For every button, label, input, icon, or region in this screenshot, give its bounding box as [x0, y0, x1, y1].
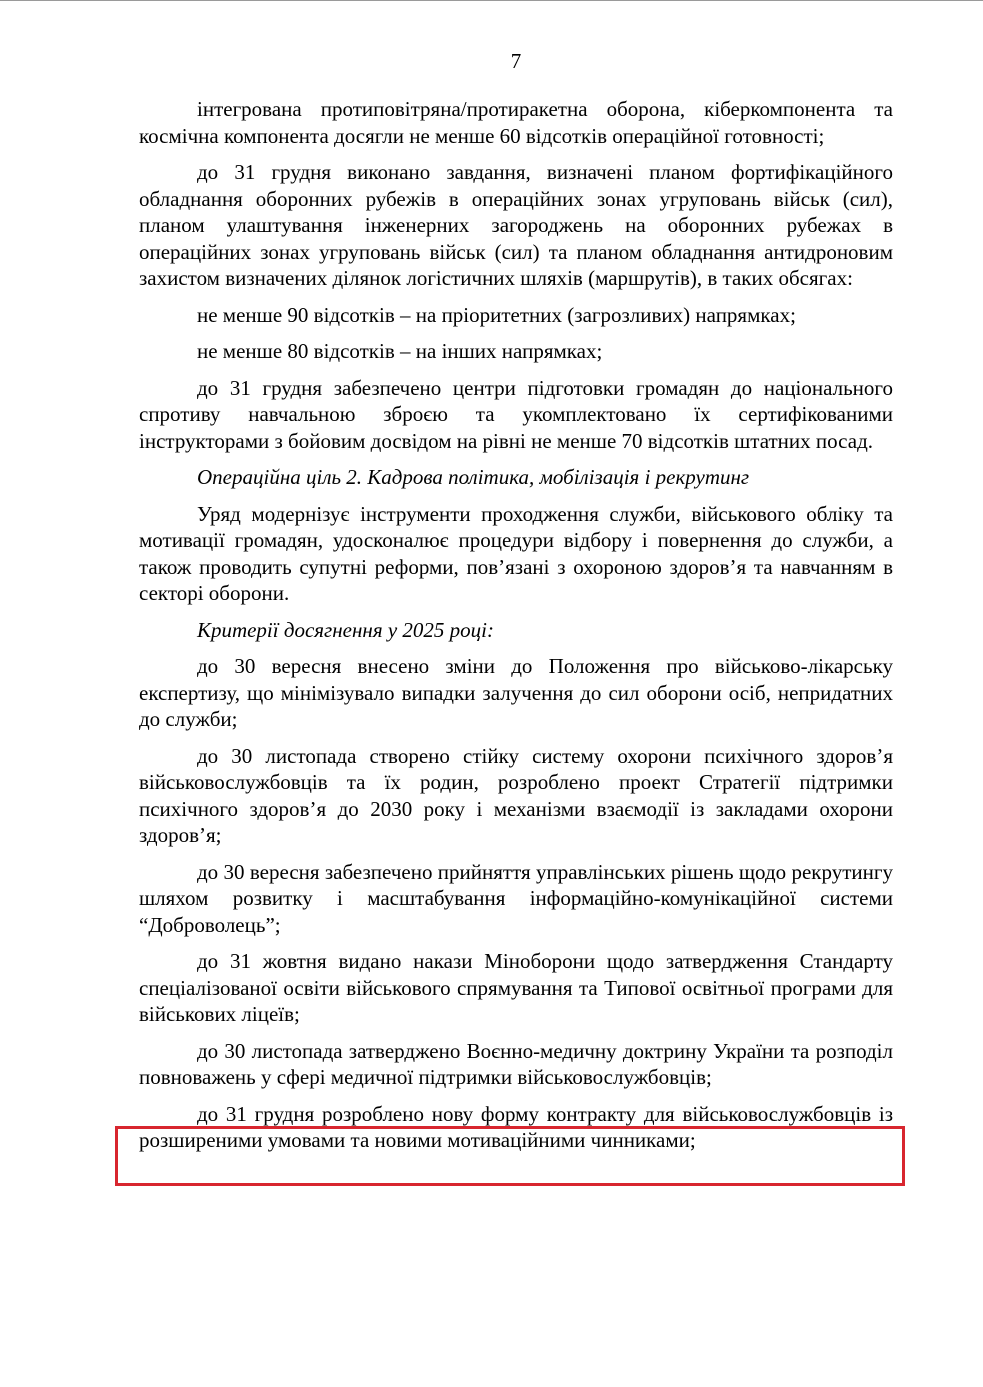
paragraph-training-centers: до 31 грудня забезпечено центри підготовки громадян до національного спротиву навчальною зброєю та укомплектовано їх сертифікованими інструкторами з бойовим досвідом на рівні не менше 70 відсотків штатних посад. [139, 375, 893, 453]
paragraph-medical-doctrine: до 30 листопада затверджено Воєнно-медичну доктрину України та розподіл повноважень у сфері медичної підтримки військовослужбовців; [139, 1038, 893, 1089]
paragraph-fortification: до 31 грудня виконано завдання, визначені планом фортифікаційного обладнання оборонних рубежів в операційних зонах угруповань військ (сил), планом улаштування інженерних загороджень на оборонних рубежах в операційних зонах угруповань військ (сил) та планом обладнання антидроновим захистом визначених ділянок логістичних шляхів (маршрутів), в таких обсягах: [139, 160, 893, 290]
document-body [139, 96, 893, 1164]
criteria-heading: Критерії досягнення у 2025 році: [197, 617, 494, 642]
paragraph-recruiting-system: до 30 вересня забезпечено прийняття управлінських рішень щодо рекрутингу шляхом розвитку і масштабування інформаційно-комунікаційної системи “Доброволець”; [139, 859, 893, 937]
paragraph-government-modernizes: Уряд модернізує інструменти проходження служби, військового обліку та мотивації громадян, удосконалює процедури відбору і повернення до служби, а також проводить супутні реформи, пов’язані з охороною здоров’я та навчанням в секторі оборони. [139, 501, 893, 605]
paragraph-medical-expertise: до 30 вересня внесено зміни до Положення про військово-лікарську експертизу, що мінімізувало випадки залучення до сил оборони осіб, непридатних до служби; [139, 654, 893, 731]
paragraph-priority-90: не менше 90 відсотків – на пріоритетних (загрозливих) напрямках; [197, 302, 796, 327]
paragraph-lyceum-standard: до 31 жовтня видано накази Міноборони щодо затвердження Стандарту спеціалізованої освіти військового спрямування та Типової освітньої програми для військових ліцеїв; [139, 949, 893, 1026]
paragraph-contract-form: до 31 грудня розроблено нову форму контракту для військовослужбовців із розширеними умовами та новими мотиваційними чинниками; [139, 1101, 893, 1152]
page-top-border [0, 0, 983, 1]
highlight-box [115, 1126, 905, 1186]
page-number: 7 [510, 49, 522, 73]
paragraph-air-defense: інтегрована протиповітряна/протиракетна оборона, кіберкомпонента та космічна компонента досягли не менше 60 відсотків операційної готовності; [139, 97, 893, 148]
goal-2-heading: Операційна ціль 2. Кадрова політика, мобілізація і рекрутинг [197, 465, 750, 489]
paragraph-mental-health: до 30 листопада створено стійку систему охорони психічного здоров’я військовослужбовців та їх родин, розроблено проект Стратегії підтримки психічного здоров’я до 2030 року і механізми взаємодії із закладами охорони здоров’я; [139, 743, 893, 847]
paragraph-other-80: не менше 80 відсотків – на інших напрямках; [197, 339, 603, 363]
